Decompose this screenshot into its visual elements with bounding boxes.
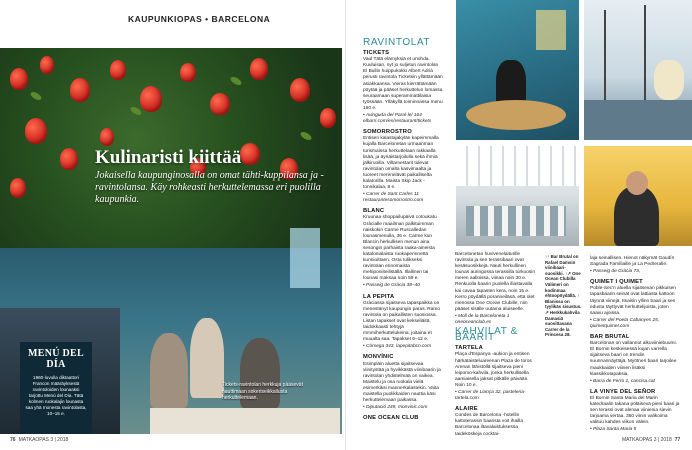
entry-title: TICKETS: [363, 50, 390, 57]
diner-figure: [150, 333, 188, 408]
fruit-decoration: [110, 60, 126, 80]
page-number-right: 77: [674, 437, 681, 443]
fruit-decoration: [290, 78, 310, 102]
fruit-decoration: [40, 56, 54, 74]
folio-left: [10, 437, 68, 443]
boat-mast: [604, 10, 606, 100]
fruit-decoration: [210, 93, 230, 115]
entry-address: • Avinguda del Paral·lel 164 elbarri.com/en/restaurant/tickets: [363, 113, 432, 125]
entry-address: • Carrer de Sant Carles 11 restaurantesomorrostro.com: [363, 192, 424, 204]
entry-text: Poble-Sec'n aluella sijaitsevan pikkuisen tapasbaarin seinät ovat lattiasta kattoon täynnä viinejä. Itsaisin yllinn baari ja sen edusta täyttyvät herkuttelijoista, joten saavu ajoissa.: [590, 286, 676, 316]
entry-title: BAR BRUTAL: [590, 334, 630, 341]
wine-glass: [654, 60, 684, 100]
page-number-left: 76: [10, 437, 16, 443]
entry-title: SOMORROSTRO: [363, 129, 412, 136]
boat-mast: [644, 5, 646, 100]
entry-address: • Còrsega 343, lapepitabcn.com: [363, 344, 432, 350]
person-head: [626, 171, 648, 195]
table-rows: [466, 206, 566, 236]
section-title-kahvilat: KAHVILAT & BAARIT: [455, 326, 518, 344]
water: [584, 100, 692, 140]
fruit-decoration: [250, 58, 268, 80]
person-figure: [614, 186, 659, 246]
dining-table: [150, 408, 340, 434]
section-title-ravintolat: RAVINTOLAT: [363, 37, 431, 48]
fruit-decoration: [70, 78, 90, 102]
photo-harbour: [584, 0, 692, 140]
hero-caption: Tickets-ravintolan herkkuja pääsevät nauttimaan sokeriseikkailusta herkuttelemaan.: [222, 382, 303, 401]
fruit-decoration: [10, 178, 26, 198]
entry-text: Kruunaa shoppailupäivä cotoukatu Gràcialle maailman palkituimman naiskokin Carme Ruscalledan lounasmenulla, 36 e. Carme kun Blancin herkullisen menun aina sesongin parhaista raaka-aineista katalonialaista ruokaperinnettä kunnioittaen. Osta tulikseksi ravintolan erinomaista mehiponiiteiliställä. Illallinen tai lounasi maksaa noin 59 e.: [363, 215, 437, 282]
photo-dining-room: [456, 146, 579, 246]
entry-address: • Passeig de Gràcia 73,: [590, 269, 641, 275]
entry-text: Barcelonan on vallannut alkuviiniebuumi. El Bornin keskeisessä kujan varrella sijaitseva baari on trendin suunnannäyttäjä. Myötneri baari tarjoilee maukkaiden viinien lisäksi klassikkotapaksia.: [590, 341, 677, 377]
hero-title: Kulinaristi kiittää: [95, 147, 242, 168]
entry-text: Barcelonetan huvivenelaiturille ravintola ja sen terassibaari ovat kesäsuosikkejä. Nauti herkullinen lounas auringossa terassilla turkoosin meren aalloissa, viinaa noin 30 e. Renkuolla baarin puolella illastavalla kai cavaa tapasten kera, noin 15 e. Kerro pöydällä poranneiläsä, että olet menossa One Ocean Clubille, niin pääset sisälle uutama aluiseelle.: [455, 252, 535, 312]
wall-art: [536, 10, 566, 50]
menu-del-dia-box: [20, 342, 92, 434]
entry-title: LA PEPITA: [363, 293, 395, 300]
fruit-decoration: [180, 63, 196, 82]
entry-text: Vaul Tätä elämyksiä et unohda. Kuuluisan, nyt jo suljetun ravintolan El Bullin huippukokki Albert Adrià perusti ravintola Ticketsin yllättämään asiakkaansa. Vieras kierrättämään pöytää ja pääset herkuttelun lomassa seuraamaan superammattilaisia työssään. Ylläkyllä toiminnassa menu 160 e.: [363, 57, 443, 111]
entry-address: • Carrer de Llança 32, pasteleria-tartela.com: [455, 389, 526, 402]
entry-text: Condes de Barcelona -hotellin kattoterassin baarista voit ihailla Barcelonaa iltavalaistuksessa taideköskeja cocktai-: [455, 413, 523, 437]
diner-figure: [190, 318, 224, 398]
entry-address: • Diputació 249, monvinic.com: [363, 405, 428, 411]
column-restaurants: [363, 37, 443, 422]
fruit-decoration: [100, 128, 114, 146]
entry-text: El Bornin Santa Maria del Marin katedraalin takana pöläisevä pieni baari ja sen terassi ovat alenaa viinienia sievin tarjoama vertaa. 350 viinin valikoima valituu kahdes viikon välein.: [590, 395, 680, 426]
menu-box-text: 1960-luvulla diktaattori Francon määräyksestä ravintoloiden lounaaksi tarjottu Menú del Día. Tätä kolmen ruokalajin lounasta saa yhä monesta ravintolasta, 10–15 e.: [25, 375, 87, 416]
entry-text: Gràciassa sijaitseva tapaspaikka on menestänyt kaupungin paras. Ramo ravintola on paikallisten suosiossa. Listan tapakset ovat kekseliäitä, taidokkaasti tehtyjä mmmiherkuttelukeina, joitaina et muualta saa. Tapakset 6–12 e.: [363, 300, 441, 343]
section-header: KAUPUNKIOPAS • BARCELONA: [128, 14, 271, 24]
entry-text: Entisen kalastajakylän kapeimmalla kujalla Barcelonetan urmaanman turismaissa herkuttelaan rakkaalla lisää, ja äyriäistarjoilulla sekä ihmiä jälkiruoilla. Viltamestarit tulevat ravintolan omalta kasvimaalta ja tuoreet merenelävät paikalliselta kalatorilla. Maista Skip Jack -tonnikalaa, 8 e.: [363, 136, 439, 191]
fruit-decoration: [140, 86, 162, 112]
fruit-decoration: [25, 118, 47, 144]
entry-title: LA VINYE DEL SEÑOR: [590, 388, 656, 395]
entry-text: Esimpläin aluetta sijaitsevaa viinitystää ja hyvikkästä viinibaarin ja ravintolan yhdistelmää on vaikea. Maistelu ja osa ruokala vielä esimerkiksi mannerkalastekin. Vaita maistella puolikkaiden nauttia käsi herkuttelemaan paikassa.: [363, 361, 441, 404]
entry-title: ONE OCEAN CLUB: [363, 415, 419, 422]
entry-address: • Barra de Ferro 1, cancisa.cat: [590, 378, 655, 384]
entry-text: laja seinallisen. Hienot näkymät Gaudín Sagrada Famíliaille ja La Pedreralle.: [590, 256, 675, 268]
photo-cafe-staff: [584, 146, 692, 246]
magazine-issue-left: MATKAOPAS 3 | 2018: [18, 437, 69, 443]
entry-title: QUIMET I QUIMET: [590, 279, 643, 286]
menu-box-title: MENÚ DEL DÍA: [27, 348, 84, 370]
entry-title: BLANC: [363, 208, 385, 215]
right-page: [346, 0, 692, 450]
fruit-decoration: [60, 148, 78, 170]
entry-address: • Carrer del Poeta Cabanyes 25, quimetquimet.com: [590, 317, 660, 329]
ceiling-lattice: [456, 146, 579, 186]
entry-title: MONVÍNIC: [363, 354, 394, 361]
round-table: [466, 100, 566, 130]
column-bars-continued: [590, 256, 682, 434]
window-light: [290, 228, 320, 288]
hero-lead: Jokaisella kaupunginosalla on omat tähti-kuppilansa ja -ravintolansa. Käy rohkeasti herkuttelemassa eri puolilla kaupunkia.: [95, 170, 324, 205]
entry-address: • Passeig de Gràcia 38–40: [363, 283, 420, 289]
entry-text: Plaça d'Espanya -aukion ja entisen härkätaisteluareenan Plaza de toros Arenan lähistöllä sijaitseva pieni leipomo-kahvila, jonka herkullisella aamiaisella jaksat pitkälle päivään. Noin 10 e.: [455, 352, 532, 388]
photo-captions: ↑↑ Bar Brutal on Rafael Damsin viinibaari-suosikki. ↑↗ One Ocean Clubilla Välimeri on kodinmaa ehtoopöydällä. ↑ Blanissa on tyylikäs sisustus. ↗ Herkkukahvila Damasiä suosittavana Carrer de la Princesa 28.: [545, 254, 582, 338]
magazine-issue-right: MATKAOPAS 3 | 2018: [622, 437, 672, 443]
entry-address: • Moll de la Barceloneta 1 oneoceanclub.es: [455, 313, 510, 326]
entry-title: ALAIRE: [455, 406, 478, 413]
entry-address: • Plaza Santa Maria 5: [590, 427, 637, 433]
fruit-decoration: [320, 108, 336, 128]
fruit-decoration: [10, 68, 28, 90]
folio-right: [622, 437, 680, 443]
column-bars: [455, 252, 535, 439]
photo-restaurant-bar: [456, 0, 579, 140]
entry-title: TARTELA: [455, 345, 484, 352]
